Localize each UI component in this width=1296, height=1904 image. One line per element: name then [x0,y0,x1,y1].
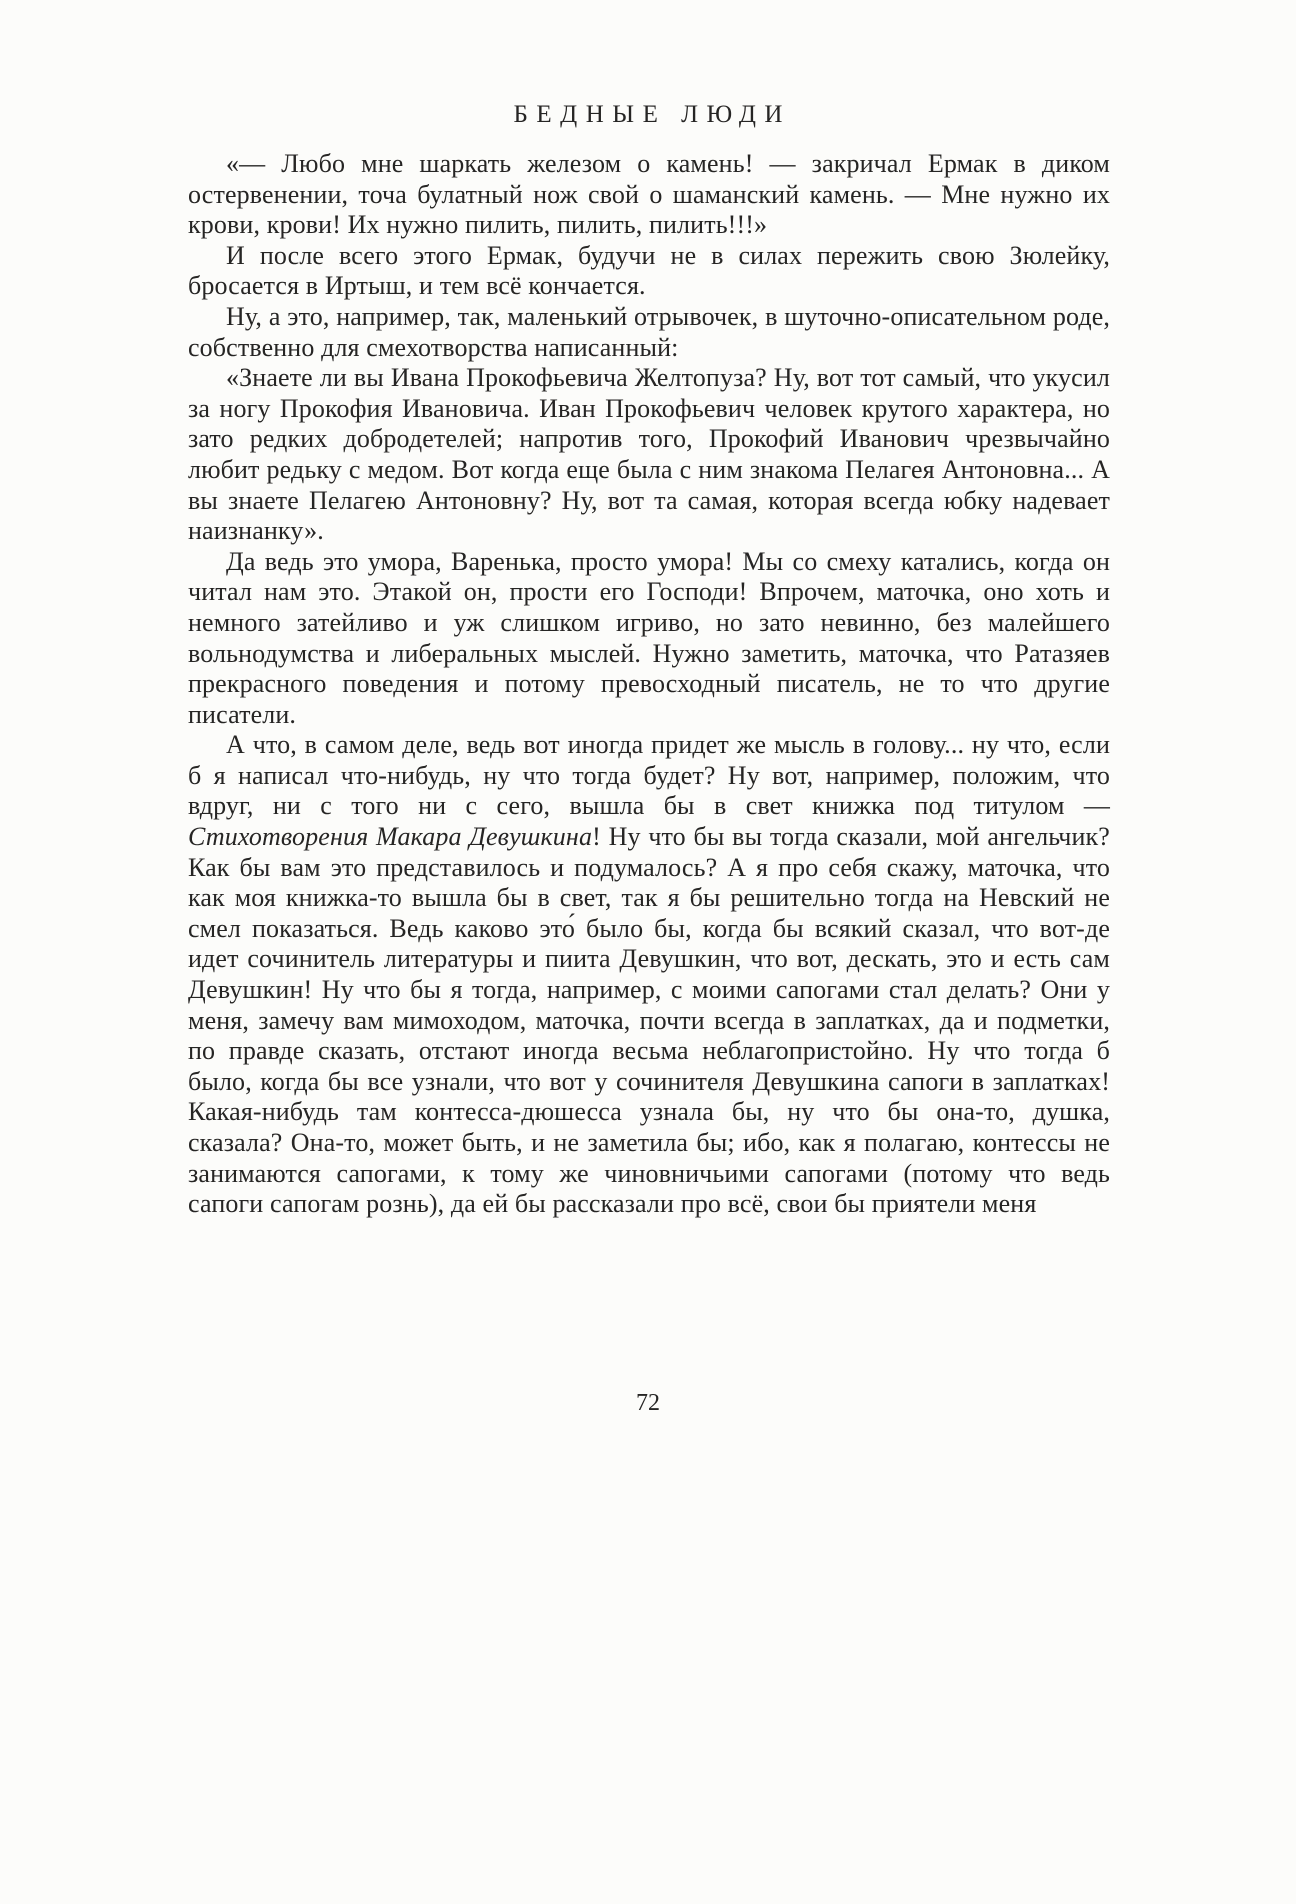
body-text: И после всего этого Ермак, будучи не в силах пережить свою Зюлейку, бросается в Иртыш, и тем всё кончается. [188,240,1110,301]
page-number: 72 [636,1390,660,1416]
paragraph [188,363,1110,547]
paragraph [188,730,1110,1220]
body-text: ! Ну что бы вы тогда сказали, мой ангельчик? Как бы вам это представилось и подумалось? А я про себя скажу, маточка, что как моя книжка-то вышла бы в свет, так я бы решительно тогда на Невский не смел показаться. Ведь каково это́ было бы, когда бы всякий сказал, что вот-де идет сочинитель литературы и пиита Девушкин, что вот, дескать, это и есть сам Девушкин! Ну что бы я тогда, например, с моими сапогами стал делать? Они у меня, замечу вам мимоходом, маточка, почти всегда в заплатках, да и подметки, по правде сказать, отстают иногда весьма неблагопристойно. Ну что тогда б было, когда бы все узнали, что вот у сочинителя Девушкина сапоги в заплатках! Какая-нибудь там контесса-дюшесса узнала бы, ну что бы она-то, душка, сказала? Она-то, может быть, и не заметила бы; ибо, как я полагаю, контессы не занимаются сапогами, к тому же чиновничьими сапогами (потому что ведь сапоги сапогам рознь), да ей бы рассказали про всё, свои бы приятели меня [188,822,1110,1219]
running-header: БЕДНЫЕ ЛЮДИ [513,101,791,128]
body-text: «— Любо мне шаркать железом о камень! — закричал Ермак в диком остервенении, точа булатный нож свой о шаманский камень. — Мне нужно их крови, крови! Их нужно пилить, пилить, пилить!!!» [188,149,1110,240]
body-text: «Знаете ли вы Ивана Прокофьевича Желтопуза? Ну, вот тот самый, что укусил за ногу Прокофия Ивановича. Иван Прокофьевич человек крутого характера, но зато редких добродетелей; напротив того, Прокофий Иванович чрезвычайно любит редьку с медом. Вот когда еще была с ним знакома Пелагея Антоновна... А вы знаете Пелагею Антоновну? Ну, вот та самая, которая всегда юбку надевает наизнанку». [188,363,1110,546]
body-text: Ну, а это, например, так, маленький отрывочек, в шуточно-описательном роде, собственно для смехотворства написанный: [188,301,1110,362]
paragraph [188,241,1110,302]
italic-book-title-text: Стихотворения Макара Девушкина [188,822,593,852]
body-text: Да ведь это умора, Варенька, просто умора! Мы со смеху катались, когда он читал нам это. Этакой он, прости его Господи! Впрочем, маточка, оно хоть и немного затейливо и уж слишком игриво, но зато невинно, без малейшего вольнодумства и либеральных мыслей. Нужно заметить, маточка, что Ратазяев прекрасного поведения и потому превосходный писатель, не то что другие писатели. [188,546,1110,729]
paragraph [188,302,1110,363]
paragraph [188,149,1110,241]
body-text: А что, в самом деле, ведь вот иногда придет же мысль в голову... ну что, если б я написал что-нибудь, ну что тогда будет? Ну вот, например, положим, что вдруг, ни с того ни с сего, вышла бы в свет книжка под титулом — [188,730,1110,821]
paragraph [188,547,1110,731]
text-block [188,149,1110,1220]
